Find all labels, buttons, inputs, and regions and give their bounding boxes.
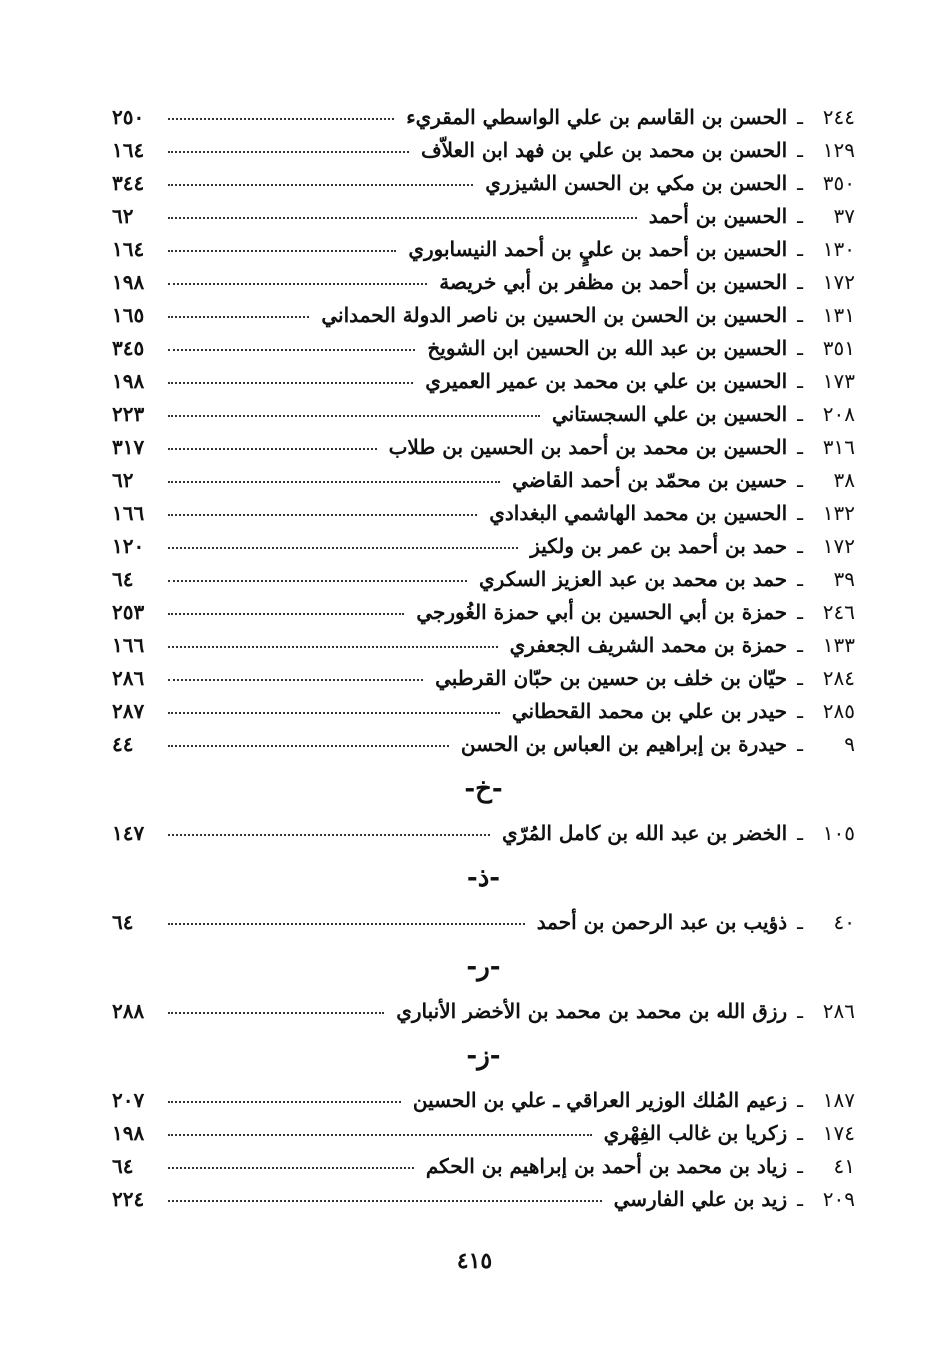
index-entry: [112, 365, 855, 398]
index-entry: [112, 817, 855, 850]
entry-dash: ـ: [797, 1154, 803, 1178]
entry-dash: ـ: [797, 204, 803, 228]
entry-name: حمد بن أحمد بن عمر بن ولكيز: [530, 534, 788, 558]
entry-name: الحسين بن علي بن محمد بن عمير العميري: [425, 369, 788, 393]
index-entry: [112, 728, 855, 761]
entry-page-ref: ٦٤: [112, 567, 134, 591]
entry-dash: ـ: [797, 468, 803, 492]
index-entry: [112, 431, 855, 464]
index-entry: [112, 167, 855, 200]
index-entry: [112, 134, 855, 167]
entry-name: حمزة بن محمد الشريف الجعفري: [509, 633, 788, 657]
index-entry: [112, 530, 855, 563]
entry-name: الحسن بن مكي بن الحسن الشيزري: [485, 171, 788, 195]
entry-page-ref: ٦٤: [112, 910, 134, 934]
dot-leader: [168, 1199, 602, 1202]
dot-leader: [168, 480, 500, 483]
dot-leader: [168, 117, 394, 120]
entry-number: ١٨٧: [822, 1088, 855, 1112]
entry-dash: ـ: [797, 237, 803, 261]
index-entry: [112, 629, 855, 662]
index-entry: [112, 464, 855, 497]
dot-leader: [168, 1011, 384, 1014]
entry-page-ref: ٤٤: [112, 732, 134, 756]
index-entry: [112, 200, 855, 233]
dot-leader: [168, 1133, 592, 1136]
entry-dash: ـ: [797, 534, 803, 558]
dot-leader: [168, 645, 498, 648]
dot-leader: [168, 744, 449, 747]
dot-leader: [168, 183, 473, 186]
dot-leader: [168, 711, 500, 714]
entry-page-ref: ٦٢: [112, 468, 134, 492]
index-entry: [112, 906, 855, 939]
section-heading: -ز-: [466, 1041, 501, 1071]
dot-leader: [168, 381, 413, 384]
entry-number: ١٠٥: [822, 821, 855, 845]
entry-page-ref: ٢٨٧: [112, 699, 145, 723]
entry-number: ٣٨: [833, 468, 855, 492]
dot-leader: [168, 546, 518, 549]
entry-page-ref: ١٢٠: [112, 534, 145, 558]
entry-number: ٣٥٠: [822, 171, 855, 195]
entry-dash: ـ: [797, 303, 803, 327]
entry-number: ١٣١: [822, 303, 855, 327]
index-entry: [112, 1183, 855, 1216]
section-heading: -ذ-: [466, 863, 501, 893]
entry-page-ref: ٢٢٤: [112, 1187, 145, 1211]
entry-number: ٣٧: [833, 204, 855, 228]
entry-dash: ـ: [797, 369, 803, 393]
entry-dash: ـ: [797, 699, 803, 723]
entry-dash: ـ: [797, 600, 803, 624]
entry-name: زيد بن علي الفارسي: [613, 1187, 788, 1211]
entry-page-ref: ٣٤٤: [112, 171, 145, 195]
entry-dash: ـ: [797, 336, 803, 360]
dot-leader: [168, 315, 309, 318]
entry-name: الحسين بن محمد الهاشمي البغدادي: [489, 501, 788, 525]
entry-page-ref: ٢٨٦: [112, 666, 145, 690]
entry-dash: ـ: [797, 402, 803, 426]
index-entry: [112, 398, 855, 431]
entry-number: ١٧٣: [822, 369, 855, 393]
entry-dash: ـ: [797, 1088, 803, 1112]
entry-page-ref: ١٦٦: [112, 633, 145, 657]
index-entry: [112, 596, 855, 629]
index-entry: [112, 1084, 855, 1117]
entry-name: زكريا بن غالب الفِهْري: [603, 1121, 788, 1145]
entry-number: ٢٤٦: [822, 600, 855, 624]
dot-leader: [168, 612, 404, 615]
entry-page-ref: ١٦٥: [112, 303, 145, 327]
entry-dash: ـ: [797, 435, 803, 459]
entry-name: الخضر بن عبد الله بن كامل المُرّي: [502, 821, 788, 845]
dot-leader: [168, 447, 377, 450]
entry-page-ref: ٣١٧: [112, 435, 145, 459]
entry-page-ref: ١٦٤: [112, 138, 145, 162]
entry-number: ١٧٢: [822, 534, 855, 558]
entry-dash: ـ: [797, 633, 803, 657]
entry-number: ٢٤٤: [822, 105, 855, 129]
dot-leader: [168, 922, 525, 925]
entry-number: ١٣٠: [822, 237, 855, 261]
entry-number: ٢٨٦: [822, 999, 855, 1023]
entry-name: زياد بن محمد بن أحمد بن إبراهيم بن الحكم: [425, 1154, 788, 1178]
entry-name: الحسين بن محمد بن أحمد بن الحسين بن طلاب: [388, 435, 788, 459]
entry-page-ref: ١٦٤: [112, 237, 145, 261]
entry-page-ref: ٢٢٣: [112, 402, 145, 426]
dot-leader: [168, 1166, 414, 1169]
entry-page-ref: ١٩٨: [112, 270, 145, 294]
entry-name: زعيم المُلك الوزير العراقي ـ علي بن الحسين: [412, 1088, 788, 1112]
entry-page-ref: ٦٤: [112, 1154, 134, 1178]
index-entry: [112, 101, 855, 134]
entry-name: الحسين بن أحمد بن مظفر بن أبي خريصة: [439, 270, 788, 294]
entry-page-ref: ١٩٨: [112, 1121, 145, 1145]
index-entry: [112, 233, 855, 266]
index-entry: [112, 662, 855, 695]
index-entry: [112, 266, 855, 299]
entry-page-ref: ١٩٨: [112, 369, 145, 393]
entry-page-ref: ٦٢: [112, 204, 134, 228]
entry-name: رزق الله بن محمد بن محمد بن الأخضر الأنباري: [396, 999, 788, 1023]
index-entry: [112, 299, 855, 332]
index-list: [112, 101, 855, 1216]
entry-dash: ـ: [797, 171, 803, 195]
entry-number: ٣٩: [833, 567, 855, 591]
entry-number: ٤١: [833, 1154, 855, 1178]
entry-dash: ـ: [797, 138, 803, 162]
entry-number: ١٣٣: [822, 633, 855, 657]
entry-number: ١٢٩: [822, 138, 855, 162]
dot-leader: [168, 678, 423, 681]
entry-number: ٤٠: [833, 910, 855, 934]
dot-leader: [168, 579, 467, 582]
entry-number: ١٧٤: [822, 1121, 855, 1145]
entry-dash: ـ: [797, 666, 803, 690]
entry-page-ref: ١٤٧: [112, 821, 145, 845]
entry-page-ref: ٢٠٧: [112, 1088, 145, 1112]
index-entry: [112, 497, 855, 530]
entry-dash: ـ: [797, 999, 803, 1023]
entry-number: ٢٠٩: [822, 1187, 855, 1211]
entry-number: ٢٨٤: [822, 666, 855, 690]
entry-name: الحسين بن الحسن بن الحسين بن ناصر الدولة الحمداني: [321, 303, 788, 327]
section-heading: -ر-: [466, 952, 501, 982]
dot-leader: [168, 249, 396, 252]
entry-name: الحسين بن علي السجستاني: [551, 402, 788, 426]
dot-leader: [168, 216, 637, 219]
entry-number: ١٣٢: [822, 501, 855, 525]
dot-leader: [168, 833, 490, 836]
entry-dash: ـ: [797, 501, 803, 525]
dot-leader: [168, 414, 540, 417]
entry-name: الحسين بن أحمد بن عليٍ بن أحمد النيسابوري: [408, 237, 788, 261]
entry-dash: ـ: [797, 1187, 803, 1211]
dot-leader: [168, 150, 409, 153]
entry-dash: ـ: [797, 567, 803, 591]
entry-name: الحسن بن القاسم بن علي الواسطي المقريء: [406, 105, 788, 129]
index-entry: [112, 332, 855, 365]
entry-name: الحسين بن عبد الله بن الحسين ابن الشويخ: [427, 336, 788, 360]
entry-page-ref: ٢٨٨: [112, 999, 145, 1023]
dot-leader: [168, 282, 427, 285]
entry-dash: ـ: [797, 910, 803, 934]
entry-page-ref: ١٦٦: [112, 501, 145, 525]
entry-number: ٢٨٥: [822, 699, 855, 723]
entry-number: ٢٠٨: [822, 402, 855, 426]
entry-number: ٣١٦: [822, 435, 855, 459]
entry-dash: ـ: [797, 105, 803, 129]
dot-leader: [168, 348, 415, 351]
index-entry: [112, 1117, 855, 1150]
entry-name: الحسن بن محمد بن علي بن فهد ابن العلاّف: [420, 138, 788, 162]
dot-leader: [168, 1100, 401, 1103]
section-heading: -خ-: [464, 774, 503, 804]
entry-page-ref: ٢٥٠: [112, 105, 145, 129]
entry-name: الحسين بن أحمد: [648, 204, 788, 228]
entry-name: حيدرة بن إبراهيم بن العباس بن الحسن: [460, 732, 788, 756]
entry-page-ref: ٣٤٥: [112, 336, 145, 360]
entry-number: ١٧٢: [822, 270, 855, 294]
entry-dash: ـ: [797, 732, 803, 756]
entry-dash: ـ: [797, 821, 803, 845]
entry-name: حيّان بن خلف بن حسين بن حبّان القرطبي: [435, 666, 788, 690]
index-entry: [112, 1150, 855, 1183]
entry-name: حسين بن محمّد بن أحمد القاضي: [512, 468, 788, 492]
entry-name: حمزة بن أبي الحسين بن أبي حمزة الغُورجي: [416, 600, 788, 624]
index-entry: [112, 695, 855, 728]
entry-dash: ـ: [797, 1121, 803, 1145]
entry-name: حمد بن محمد بن عبد العزيز السكري: [479, 567, 788, 591]
index-entry: [112, 563, 855, 596]
index-entry: [112, 995, 855, 1028]
entry-name: ذؤيب بن عبد الرحمن بن أحمد: [536, 910, 788, 934]
entry-dash: ـ: [797, 270, 803, 294]
entry-page-ref: ٢٥٣: [112, 600, 145, 624]
page-number: ٤١٥: [456, 1248, 493, 1274]
dot-leader: [168, 513, 477, 516]
entry-number: ٣٥١: [822, 336, 855, 360]
entry-name: حيدر بن علي بن محمد القحطاني: [511, 699, 788, 723]
entry-number: ٩: [844, 732, 855, 756]
